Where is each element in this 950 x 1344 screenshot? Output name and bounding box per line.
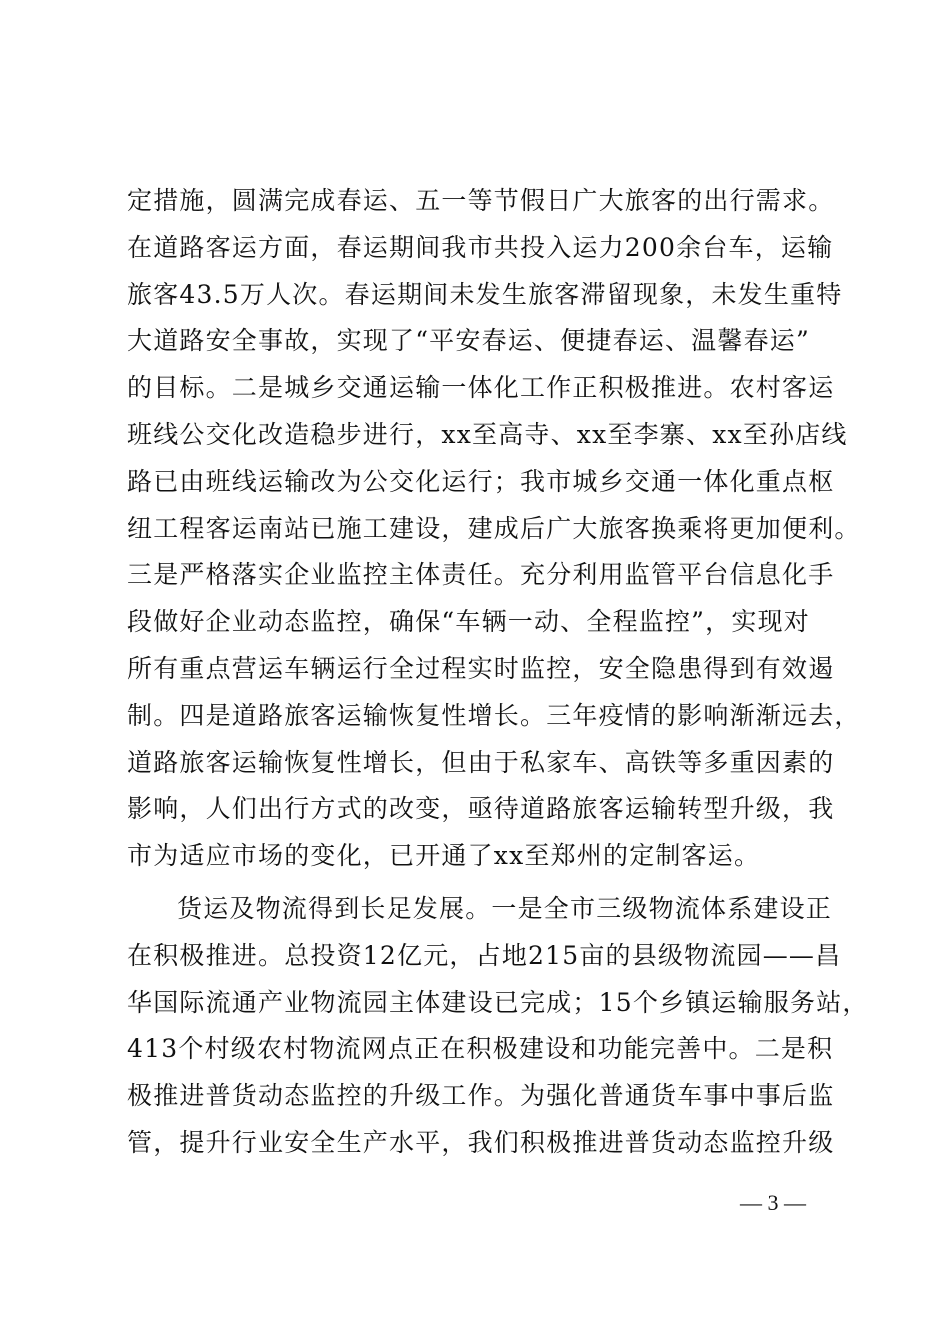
text-line: 路已由班线运输改为公交化运行；我市城乡交通一体化重点枢 (127, 466, 835, 496)
text-line: 道路旅客运输恢复性增长，但由于私家车、高铁等多重因素的 (127, 747, 835, 777)
text-line: 段做好企业动态监控，确保“车辆一动、全程监控”，实现对 (127, 607, 810, 637)
text-line: 旅客43.5万人次。春运期间未发生旅客滞留现象，未发生重特 (127, 279, 843, 309)
page-number: — 3 — (740, 1190, 806, 1215)
text-line: 在积极推进。总投资12亿元，占地215亩的县级物流园——昌 (127, 940, 842, 970)
text-line: 管，提升行业安全生产水平，我们积极推进普货动态监控升级 (127, 1127, 835, 1157)
body-text (127, 178, 869, 1167)
text-line: 413个村级农村物流网点正在积极建设和功能完善中。二是积 (127, 1034, 834, 1064)
text-line: 的目标。二是城乡交通运输一体化工作正积极推进。农村客运 (127, 373, 835, 403)
text-line: 华国际流通产业物流园主体建设已完成；15个乡镇运输服务站， (127, 987, 869, 1017)
text-line: 所有重点营运车辆运行全过程实时监控，安全隐患得到有效遏 (127, 653, 835, 683)
text-line: 三是严格落实企业监控主体责任。充分利用监管平台信息化手 (127, 560, 835, 590)
text-line: 影响，人们出行方式的改变，亟待道路旅客运输转型升级，我 (127, 794, 835, 824)
text-line: 大道路安全事故，实现了“平安春运、便捷春运、温馨春运” (127, 326, 810, 356)
text-line: 班线公交化改造稳步进行，xx至高寺、xx至李寨、xx至孙店线 (127, 419, 848, 449)
text-line: 在道路客运方面，春运期间我市共投入运力200余台车，运输 (127, 232, 834, 262)
text-line: 纽工程客运南站已施工建设，建成后广大旅客换乘将更加便利。 (127, 513, 861, 543)
text-line: 极推进普货动态监控的升级工作。为强化普通货车事中事后监 (127, 1081, 835, 1111)
text-line: 定措施，圆满完成春运、五一等节假日广大旅客的出行需求。 (127, 186, 835, 215)
text-line: 市为适应市场的变化，已开通了xx至郑州的定制客运。 (127, 841, 761, 871)
paragraph-start-line: 货运及物流得到长足发展。一是全市三级物流体系建设正 (177, 893, 833, 923)
text-line: 制。四是道路旅客运输恢复性增长。三年疫情的影响渐渐远去， (127, 700, 861, 730)
